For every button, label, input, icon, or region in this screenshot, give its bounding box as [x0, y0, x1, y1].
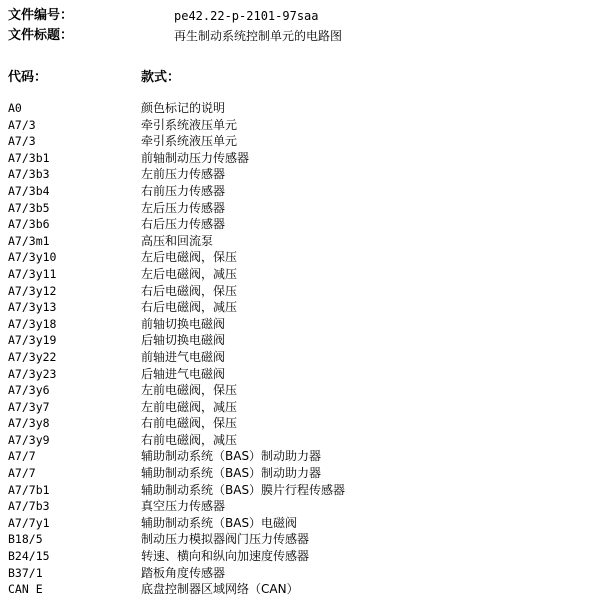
list-item: [8, 332, 588, 349]
list-item: [8, 249, 588, 266]
list-item: [8, 150, 588, 167]
doc-title-value: 再生制动系统控制单元的电路图: [174, 29, 343, 43]
list-item: [8, 565, 588, 582]
component-description: 左前压力传感器: [141, 167, 226, 182]
component-description: 高压和回流泵: [141, 233, 214, 248]
component-description: 真空压力传感器: [141, 499, 226, 514]
list-item: [8, 498, 588, 515]
list-item: [8, 100, 588, 117]
component-code: A7/3: [8, 117, 36, 132]
component-code: A7/3y7: [8, 399, 50, 414]
component-description: 颜色标记的说明: [141, 101, 226, 115]
list-item: [8, 515, 588, 532]
component-description: 左后压力传感器: [141, 200, 226, 215]
component-code: A7/3y11: [8, 266, 57, 281]
component-description: 后轴切换电磁阀: [141, 333, 226, 348]
desc-column-header: 款式：: [141, 70, 181, 85]
component-code: A7/3y10: [8, 250, 57, 265]
list-item: [8, 283, 588, 300]
component-code: A7/3b5: [8, 200, 50, 215]
component-description: 前轴进气电磁阀: [141, 349, 226, 364]
component-description: 左后电磁阀，减压: [141, 266, 238, 281]
component-code: A7/3y13: [8, 300, 57, 315]
component-description: 左后电磁阀，保压: [141, 250, 238, 265]
component-description: 牵引系统液压单元: [141, 117, 238, 132]
component-code: A7/3y23: [8, 366, 57, 381]
component-description: 右后电磁阀，保压: [141, 283, 238, 298]
component-description: 右前电磁阀，保压: [141, 416, 238, 431]
component-description: 牵引系统液压单元: [141, 134, 238, 149]
list-item: [8, 531, 588, 548]
list-item: [8, 366, 588, 383]
list-item: [8, 415, 588, 432]
component-description: 左前电磁阀，减压: [141, 399, 238, 414]
list-item: [8, 316, 588, 333]
component-code: A7/3b6: [8, 217, 50, 232]
component-code: A7/7: [8, 449, 36, 464]
component-code: A7/3y6: [8, 383, 50, 398]
component-code: B37/1: [8, 565, 43, 580]
list-item: [8, 448, 588, 465]
component-description: 辅助制动系统（BAS）电磁阀: [141, 515, 298, 530]
doc-number-label: 文件编号：: [8, 8, 74, 23]
component-code: A7/3y19: [8, 333, 57, 348]
list-item: [8, 200, 588, 217]
list-item: [8, 581, 588, 598]
component-code: A7/3y8: [8, 416, 50, 431]
component-code: A7/3b4: [8, 183, 50, 198]
component-list: [8, 100, 588, 598]
component-description: 制动压力模拟器阀门压力传感器: [141, 532, 310, 547]
component-code: A7/7y1: [8, 515, 50, 530]
list-item: [8, 133, 588, 150]
component-code: A7/3y22: [8, 349, 57, 364]
component-code: A7/7: [8, 466, 36, 481]
list-item: [8, 183, 588, 200]
list-item: [8, 166, 588, 183]
list-item: [8, 432, 588, 449]
component-code: A7/7b3: [8, 499, 50, 514]
component-code: A7/3y12: [8, 283, 57, 298]
component-code: A7/3b1: [8, 150, 50, 165]
component-description: 辅助制动系统（BAS）制动助力器: [141, 449, 322, 464]
component-description: 前轴切换电磁阀: [141, 316, 226, 331]
component-code: CAN E: [8, 582, 43, 597]
list-item: [8, 349, 588, 366]
list-item: [8, 117, 588, 134]
component-description: 辅助制动系统（BAS）膜片行程传感器: [141, 482, 346, 497]
component-description: 右前电磁阀，减压: [141, 432, 238, 447]
component-description: 踏板角度传感器: [141, 565, 226, 580]
component-code: A0: [8, 101, 22, 115]
component-description: 转速、横向和纵向加速度传感器: [141, 549, 310, 564]
component-description: 前轴制动压力传感器: [141, 150, 250, 165]
component-description: 右后压力传感器: [141, 217, 226, 232]
component-code: A7/3y18: [8, 316, 57, 331]
component-code: B24/15: [8, 549, 50, 564]
component-description: 右后电磁阀，减压: [141, 300, 238, 315]
component-description: 辅助制动系统（BAS）制动助力器: [141, 466, 322, 481]
component-code: A7/3m1: [8, 233, 50, 248]
component-code: A7/3y9: [8, 432, 50, 447]
list-item: [8, 465, 588, 482]
component-description: 后轴进气电磁阀: [141, 366, 226, 381]
doc-number-value: pe42.22-p-2101-97saa: [174, 9, 319, 23]
list-item: [8, 482, 588, 499]
list-item: [8, 299, 588, 316]
list-item: [8, 548, 588, 565]
component-description: 底盘控制器区域网络（CAN）: [141, 582, 299, 597]
component-code: B18/5: [8, 532, 43, 547]
list-item: [8, 233, 588, 250]
component-code: A7/3b3: [8, 167, 50, 182]
component-description: 右前压力传感器: [141, 183, 226, 198]
list-item: [8, 266, 588, 283]
list-item: [8, 216, 588, 233]
doc-title-label: 文件标题：: [8, 28, 74, 43]
list-item: [8, 382, 588, 399]
code-column-header: 代码：: [8, 70, 48, 85]
component-code: A7/3: [8, 134, 36, 149]
list-item: [8, 399, 588, 416]
component-description: 左前电磁阀，保压: [141, 383, 238, 398]
component-code: A7/7b1: [8, 482, 50, 497]
